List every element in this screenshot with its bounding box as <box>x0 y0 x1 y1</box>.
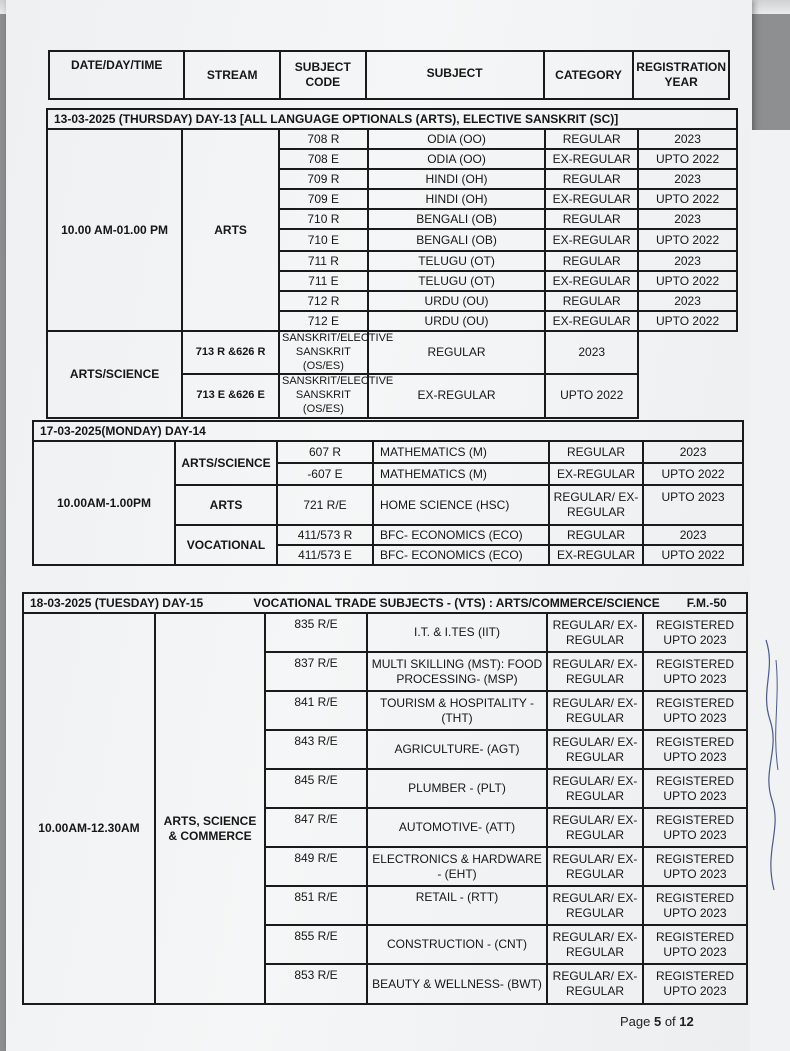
table-row-category: EX-REGULAR <box>549 545 643 565</box>
table-row-year: 2023 <box>638 291 737 311</box>
table-row-code: 712 R <box>279 291 368 311</box>
table-row-subject: MATHEMATICS (M) <box>373 463 549 485</box>
table-row-subject: TOURISM & HOSPITALITY - (THT) <box>367 691 547 730</box>
table-row-code: 709 R <box>279 169 368 189</box>
table-row-year: UPTO 2022 <box>638 311 737 331</box>
table-row-subject: HINDI (OH) <box>368 189 546 209</box>
day14-stream-artsci: ARTS/SCIENCE <box>175 441 277 485</box>
page-number <box>620 1014 694 1029</box>
table-row-subject: ELECTRONICS & HARDWARE - (EHT) <box>367 847 547 886</box>
table-row-subject: CONSTRUCTION - (CNT) <box>367 925 547 964</box>
background-paper <box>750 130 790 1051</box>
day13-time: 10.00 AM-01.00 PM <box>47 129 182 331</box>
table-row-year: REGISTERED UPTO 2023 <box>643 925 747 964</box>
table-row-category: REGULAR <box>545 251 638 271</box>
table-row-code: 411/573 E <box>277 545 373 565</box>
table-row-category: EX-REGULAR <box>545 311 638 331</box>
day15-fm: F.M.-50 <box>686 595 727 610</box>
table-row-subject: HOME SCIENCE (HSC) <box>373 485 549 525</box>
table-row-code: 411/573 R <box>277 525 373 545</box>
table-row-subject: SANSKRIT/ELECTIVE SANSKRIT (OS/ES) <box>279 331 368 374</box>
table-row-subject: HINDI (OH) <box>368 169 546 189</box>
table-row-code: 713 R &626 R <box>182 331 279 374</box>
table-row-year: REGISTERED UPTO 2023 <box>643 691 747 730</box>
table-row-category: REGULAR/ EX-REGULAR <box>547 769 643 808</box>
table-row-year: 2023 <box>643 525 743 545</box>
table-row-year: REGISTERED UPTO 2023 <box>643 652 747 691</box>
table-row-code: 713 E &626 E <box>182 374 279 417</box>
table-row-category: REGULAR/ EX-REGULAR <box>547 925 643 964</box>
day13-stream-artsci: ARTS/SCIENCE <box>47 331 182 418</box>
table-row-category: EX-REGULAR <box>368 374 546 417</box>
table-row-subject: BENGALI (OB) <box>368 209 546 229</box>
table-row-subject: I.T. & I.TES (IIT) <box>367 613 547 652</box>
table-row-code: 841 R/E <box>265 691 367 730</box>
table-row-code: 849 R/E <box>265 847 367 886</box>
day15-section <box>22 592 746 1005</box>
header-code: SUBJECT CODE <box>280 51 366 99</box>
table-row-code: 708 R <box>279 129 368 149</box>
table-row-year: REGISTERED UPTO 2023 <box>643 808 747 847</box>
table-row-year: UPTO 2023 <box>643 485 743 525</box>
table-row-subject: RETAIL - (RTT) <box>367 886 547 925</box>
table-row-code: 710 E <box>279 229 368 251</box>
table-row-subject: BFC- ECONOMICS (ECO) <box>373 525 549 545</box>
day15-subtitle: VOCATIONAL TRADE SUBJECTS - (VTS) : ARTS/COMMERCE/SCIENCE <box>253 595 660 610</box>
header-category: CATEGORY <box>544 51 634 99</box>
table-row-subject: BENGALI (OB) <box>368 229 546 251</box>
day13-stream-arts: ARTS <box>182 129 279 331</box>
table-row-year: UPTO 2022 <box>638 271 737 291</box>
header-subject: SUBJECT <box>366 51 544 99</box>
table-row-code: 710 R <box>279 209 368 229</box>
table-row-code: 851 R/E <box>265 886 367 925</box>
table-row-subject: AUTOMOTIVE- (ATT) <box>367 808 547 847</box>
table-row-subject: URDU (OU) <box>368 311 546 331</box>
table-row-year: UPTO 2022 <box>638 229 737 251</box>
page-of: of <box>661 1014 680 1029</box>
table-row-subject: PLUMBER - (PLT) <box>367 769 547 808</box>
table-row-subject: BEAUTY & WELLNESS- (BWT) <box>367 964 547 1004</box>
day13-title: 13-03-2025 (THURSDAY) DAY-13 [ALL LANGUAGE OPTIONALS (ARTS), ELECTIVE SANSKRIT (SC)] <box>47 109 737 129</box>
table-row-category: REGULAR/ EX-REGULAR <box>547 613 643 652</box>
table-row-year: UPTO 2022 <box>638 189 737 209</box>
table-row-year: REGISTERED UPTO 2023 <box>643 847 747 886</box>
table-row-code: 709 E <box>279 189 368 209</box>
table-row-code: 837 R/E <box>265 652 367 691</box>
day14-section <box>32 420 742 566</box>
table-row-code: 847 R/E <box>265 808 367 847</box>
table-row-code: 845 R/E <box>265 769 367 808</box>
table-row-category: REGULAR <box>545 169 638 189</box>
table-row-subject: TELUGU (OT) <box>368 271 546 291</box>
table-row-code: 712 E <box>279 311 368 331</box>
page-total: 12 <box>679 1014 694 1029</box>
header-table <box>48 50 730 100</box>
table-row-code: 835 R/E <box>265 613 367 652</box>
table-row-subject: SANSKRIT/ELECTIVE SANSKRIT (OS/ES) <box>279 374 368 417</box>
table-row-category: REGULAR/ EX-REGULAR <box>547 964 643 1004</box>
table-row-category: REGULAR <box>545 209 638 229</box>
table-row-category: REGULAR <box>368 331 546 374</box>
day15-title: 18-03-2025 (TUESDAY) DAY-15 <box>30 595 204 610</box>
table-row-code: 855 R/E <box>265 925 367 964</box>
table-row-code: 711 R <box>279 251 368 271</box>
table-row-category: EX-REGULAR <box>545 271 638 291</box>
table-row-year: 2023 <box>545 331 638 374</box>
table-row-year: 2023 <box>638 169 737 189</box>
table-row-category: REGULAR <box>549 525 643 545</box>
table-row-code: 711 E <box>279 271 368 291</box>
table-row-code: -607 E <box>277 463 373 485</box>
table-row-subject: MATHEMATICS (M) <box>373 441 549 463</box>
table-row-category: REGULAR <box>545 129 638 149</box>
table-row-category: EX-REGULAR <box>549 463 643 485</box>
table-row-code: 721 R/E <box>277 485 373 525</box>
table-row-category: REGULAR/ EX-REGULAR <box>549 485 643 525</box>
table-row-subject: ODIA (OO) <box>368 149 546 169</box>
table-row-category: REGULAR <box>549 441 643 463</box>
table-row-category: REGULAR/ EX-REGULAR <box>547 808 643 847</box>
header-stream: STREAM <box>184 51 280 99</box>
table-row-year: REGISTERED UPTO 2023 <box>643 769 747 808</box>
day14-title: 17-03-2025(MONDAY) DAY-14 <box>33 421 743 441</box>
table-row-year: 2023 <box>638 209 737 229</box>
table-row-category: EX-REGULAR <box>545 189 638 209</box>
table-row-year: REGISTERED UPTO 2023 <box>643 613 747 652</box>
table-row-year: 2023 <box>638 129 737 149</box>
header-date: DATE/DAY/TIME <box>49 51 184 99</box>
table-row-category: EX-REGULAR <box>545 149 638 169</box>
day15-title-bar <box>23 593 747 613</box>
table-row-year: UPTO 2022 <box>643 463 743 485</box>
table-row-subject: BFC- ECONOMICS (ECO) <box>373 545 549 565</box>
table-row-category: REGULAR/ EX-REGULAR <box>547 886 643 925</box>
table-row-subject: ODIA (OO) <box>368 129 546 149</box>
table-row-category: REGULAR/ EX-REGULAR <box>547 730 643 769</box>
table-row-category: REGULAR/ EX-REGULAR <box>547 691 643 730</box>
table-row-code: 843 R/E <box>265 730 367 769</box>
table-row-year: 2023 <box>643 441 743 463</box>
day14-stream-arts: ARTS <box>175 485 277 525</box>
day14-stream-voc: VOCATIONAL <box>175 525 277 565</box>
day15-time: 10.00AM-12.30AM <box>23 613 155 1004</box>
table-row-category: REGULAR <box>545 291 638 311</box>
table-row-year: 2023 <box>638 251 737 271</box>
table-row-subject: AGRICULTURE- (AGT) <box>367 730 547 769</box>
table-row-code: 708 E <box>279 149 368 169</box>
table-row-code: 607 R <box>277 441 373 463</box>
table-row-year: REGISTERED UPTO 2023 <box>643 964 747 1004</box>
day14-time: 10.00AM-1.00PM <box>33 441 175 565</box>
table-row-subject: MULTI SKILLING (MST): FOOD PROCESSING- (MSP) <box>367 652 547 691</box>
page-prefix: Page <box>620 1014 654 1029</box>
handwriting-scribble <box>756 630 784 910</box>
header-year: REGISTRATION YEAR <box>633 51 729 99</box>
table-row-category: EX-REGULAR <box>545 229 638 251</box>
table-row-category: REGULAR/ EX-REGULAR <box>547 847 643 886</box>
day15-stream: ARTS, SCIENCE & COMMERCE <box>155 613 265 1004</box>
table-row-year: REGISTERED UPTO 2023 <box>643 730 747 769</box>
table-row-category: REGULAR/ EX-REGULAR <box>547 652 643 691</box>
table-row-subject: TELUGU (OT) <box>368 251 546 271</box>
table-row-subject: URDU (OU) <box>368 291 546 311</box>
table-row-year: UPTO 2022 <box>638 149 737 169</box>
table-row-year: UPTO 2022 <box>643 545 743 565</box>
table-row-code: 853 R/E <box>265 964 367 1004</box>
table-row-year: UPTO 2022 <box>545 374 638 417</box>
table-row-year: REGISTERED UPTO 2023 <box>643 886 747 925</box>
day13-section <box>46 108 738 419</box>
page-current: 5 <box>653 1014 662 1029</box>
